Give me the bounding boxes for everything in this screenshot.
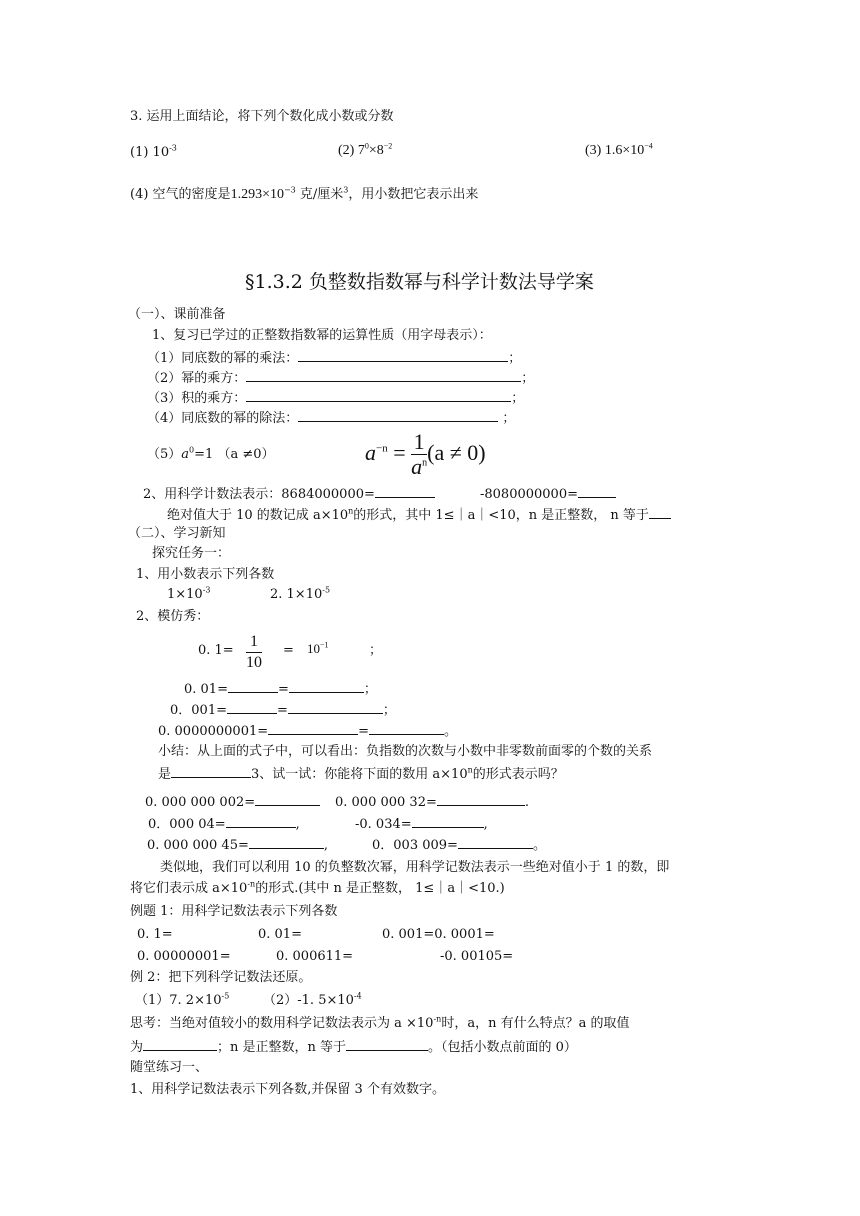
problem-4: (4) 空气的密度是$1.293\times 10^{-3}$ 克/厘米$^3$，用小数把它表示出来: [130, 185, 479, 202]
try-item-5: 0. 000 000 45= ,: [147, 835, 328, 855]
number-1: $1\times 10^{-3}$: [167, 585, 211, 602]
try-item-3: 0．000 04= ,: [148, 814, 300, 834]
summary-line-2: 是 3、试一试：你能将下面的数用 $a\times 10^n$的形式表示吗？: [158, 765, 564, 782]
example-2-b: （2）-1. $5\times 10^{-4}$: [263, 991, 362, 1008]
imitation-line-3: 0．001= = ；: [170, 700, 396, 720]
problem-3: (3) $1.6\times 10^{-4}$: [585, 141, 653, 158]
try-item-1: 0. 000 000 002=: [145, 792, 320, 812]
sci-notation-question: 2、用科学计数法表示：8684000000=: [143, 484, 435, 504]
summary-line-1: 小结：从上面的式子中，可以看出：负指数的次数与小数中非零数前面零的个数的关系: [158, 744, 653, 759]
explanation-line-2: 将它们表示成 $a\times 10^{-n}$的形式.(其中 n 是正整数， 1≤｜a｜<10.): [130, 879, 505, 896]
problem-1: (1) $10^{-3}$: [130, 143, 177, 160]
example-1-a: 0. 1=: [137, 927, 173, 942]
example-2-title: 例 2：把下列科学记数法还原。: [130, 970, 312, 985]
imitation-power: $10^{-1}$: [307, 640, 329, 656]
example-1-e: 0. 000611=: [276, 949, 354, 964]
imitation-line-2: 0. 01= = ；: [184, 679, 377, 699]
rule-item-3: （3）积的乘方： ；: [147, 388, 524, 408]
try-item-4: -0. 034= ,: [355, 814, 488, 834]
imitation-question: 2、模仿秀：: [136, 609, 210, 624]
rule-item-4: （4）同底数的幂的除法： ；: [147, 408, 515, 428]
imitation-fraction: 1 10: [246, 633, 262, 671]
example-1-b: 0. 01=: [258, 927, 302, 942]
negative-exponent-formula: $a^{-n}$ = $\frac{1}{a^n}$ (a ≠ 0): [365, 429, 486, 480]
explanation-line-1: 类似地，我们可以利用 10 的负整数次幂，用科学记数法表示一些绝对值小于 1 的数，即: [160, 860, 670, 875]
rule-item-5: $(5)a^0=1$ （a ≠0）: [147, 445, 275, 462]
decimal-question: 1、用小数表示下列各数: [136, 567, 275, 582]
problem-2: (2) $7^0\times 8^{-2}$: [338, 141, 393, 158]
practice-question-1: 1、用科学记数法表示下列各数,并保留 3 个有效数字。: [130, 1082, 445, 1097]
example-2-a: （1）7. $2\times 10^{-5}$: [135, 991, 230, 1008]
sci-notation-negative: -8080000000=: [480, 484, 616, 504]
think-line-2: 为 ；n 是正整数，n 等于 。（包括小数点前面的 0）: [130, 1037, 577, 1057]
task-one: 探究任务一：: [152, 546, 231, 561]
rule-item-2: （2）幂的乘方： ；: [147, 368, 534, 388]
example-1-f: -0. 00105=: [440, 949, 514, 964]
number-2: 2. $1\times 10^{-5}$: [270, 585, 331, 602]
think-line-1: 思考：当绝对值较小的数用科学记数法表示为 $a \times 10^{-n}$时，a，n 有什么特点？a 的取值: [130, 1014, 630, 1031]
section-1-heading: （一）、课前准备: [128, 307, 226, 322]
try-item-2: 0. 000 000 32= .: [335, 792, 529, 812]
sci-notation-rule: 绝对值大于 10 的数记成 $a\times 10^n$的形式，其中 1≤｜a｜<10，n 是正整数， n 等于: [167, 505, 671, 525]
example-1-c: 0. 001=0. 0001=: [382, 927, 495, 942]
page-title: §1.3.2 负整数指数幂与科学计数法导学案: [245, 271, 594, 293]
imitation-equals: =: [283, 643, 294, 658]
example-1-d: 0. 00000001=: [137, 949, 231, 964]
question-3: 3. 运用上面结论，将下列个数化成小数或分数: [130, 109, 394, 124]
imitation-semicolon: ；: [369, 643, 383, 658]
practice-title: 随堂练习一、: [130, 1060, 209, 1075]
try-item-6: 0．003 009= 。: [372, 835, 546, 855]
imitation-line-1-label: 0. 1=: [198, 643, 234, 658]
rule-item-1: （1）同底数的幂的乘法： ；: [147, 348, 521, 368]
imitation-line-4: 0. 0000000001= = 。: [158, 721, 457, 741]
section-2-heading: （二）、学习新知: [128, 526, 226, 541]
example-1-title: 例题 1：用科学记数法表示下列各数: [130, 904, 338, 919]
review-question: 1、复习已学过的正整数指数幂的运算性质（用字母表示）：: [152, 328, 492, 343]
